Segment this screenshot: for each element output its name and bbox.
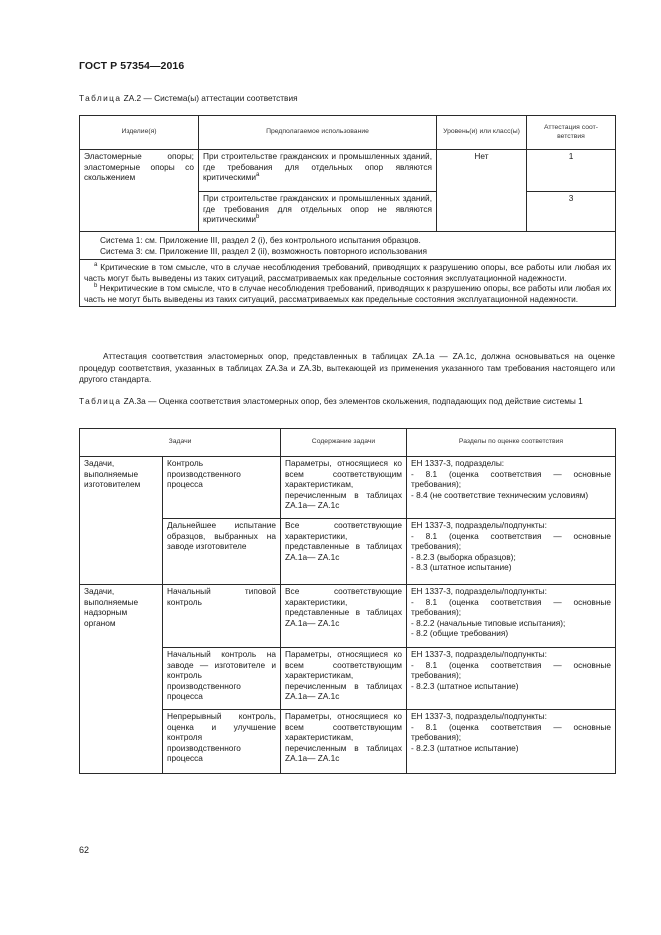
caption-text: ZA.3a — Оценка соответствия эластомерных опор, без элементов скольжения, подпадающих под действие системы 1 bbox=[121, 396, 583, 406]
product-cell: Эластомерные опоры; эластомерные опоры со скольжением bbox=[80, 150, 199, 232]
footnote-a bbox=[84, 262, 611, 283]
footnote-mark: a bbox=[256, 172, 260, 179]
intended-use-cell bbox=[199, 150, 437, 192]
footnote-mark: b bbox=[256, 214, 260, 221]
task-cell: Начальный контроль на заводе — изготовителе и контроль производственного процесса bbox=[163, 648, 281, 710]
section-line: - 8.3 (штатное испытание) bbox=[411, 562, 512, 572]
section-line: - 8.1 (оценка соответствия — основные требования); bbox=[411, 468, 612, 489]
section-line: - 8.2.3 (штатное испытание) bbox=[411, 742, 519, 753]
table-za2 bbox=[79, 115, 616, 307]
sections-cell bbox=[407, 648, 616, 710]
attestation-cell: 1 bbox=[527, 150, 616, 192]
content-cell: Параметры, относящиеся ко всем соответствующим характеристикам, перечисленным в таблицах ZA.1a— ZA.1c bbox=[281, 710, 407, 774]
section-line: - 8.2.2 (начальные типовые испытания); bbox=[411, 617, 566, 628]
footnotes-cell bbox=[80, 260, 616, 307]
sections-cell bbox=[407, 710, 616, 774]
intended-use-cell bbox=[199, 192, 437, 232]
header-cell: Уровень(и) или класс(ы) bbox=[437, 116, 527, 150]
section-line: - 8.4 (не соответствие техническим условиям) bbox=[411, 489, 589, 500]
section-line: ЕН 1337-3, подразделы: bbox=[411, 458, 505, 468]
caption-label: Таблица bbox=[79, 396, 122, 406]
attestation-cell: 3 bbox=[527, 192, 616, 232]
section-line: ЕН 1337-3, подразделы/подпункты: bbox=[411, 649, 547, 659]
content-cell: Параметры, относящиеся ко всем соответствующим характеристикам, перечисленным в таблицах ZA.1a— ZA.1c bbox=[281, 648, 407, 710]
section-line: - 8.2 (общие требования) bbox=[411, 628, 509, 638]
page-number: 62 bbox=[79, 845, 90, 855]
footnote-a-text: Критические в том смысле, что в случае несоблюдения требований, приводящих к разрушению опоры, все работы или любая их часть могут быть выведены из таких ситуаций, рассматриваемых как предельные состояния эксплуатационной надежности. bbox=[84, 262, 611, 283]
task-cell: Дальнейшее испытание образцов, выбранных на заводе изготовителе bbox=[163, 519, 281, 585]
intended-use-text: При строительстве гражданских и промышленных зданий, где требования для отдельных опор не являются критическими bbox=[203, 193, 432, 224]
table-za3a-caption bbox=[79, 396, 615, 407]
system-1-text: Система 1: см. Приложение III, раздел 2 (i), без контрольного испытания образцов. bbox=[100, 235, 421, 245]
header-cell: Задачи bbox=[80, 429, 281, 457]
section-line: - 8.2.3 (выборка образцов); bbox=[411, 551, 516, 562]
sections-cell bbox=[407, 457, 616, 519]
section-line: - 8.1 (оценка соответствия — основные требования); bbox=[411, 596, 612, 617]
header-cell: Предполагаемое использование bbox=[199, 116, 437, 150]
section-line: ЕН 1337-3, подразделы/подпункты: bbox=[411, 586, 547, 596]
section-line: - 8.1 (оценка соответствия — основные требования); bbox=[411, 530, 612, 551]
document-title: ГОСТ Р 57354—2016 bbox=[79, 60, 185, 72]
table-za2-caption bbox=[79, 93, 298, 104]
section-line: - 8.2.3 (штатное испытание) bbox=[411, 680, 519, 691]
level-cell: Нет bbox=[437, 150, 527, 232]
content-cell: Параметры, относящиеся ко всем соответствующим характеристикам, перечисленным в таблицах ZA.1a— ZA.1c bbox=[281, 457, 407, 519]
section-line: - 8.1 (оценка соответствия — основные требования); bbox=[411, 721, 612, 742]
task-cell: Непрерывный контроль, оценка и улучшение контроля производственного процесса bbox=[163, 710, 281, 774]
caption-label: Таблица bbox=[79, 93, 122, 103]
footnote-mark: b bbox=[94, 283, 98, 290]
footnote-b bbox=[84, 283, 611, 304]
section-line: ЕН 1337-3, подразделы/подпункты: bbox=[411, 711, 547, 721]
task-group-cell: Задачи, выполняемые надзорным органом bbox=[80, 585, 163, 774]
section-line: - 8.1 (оценка соответствия — основные требования); bbox=[411, 659, 612, 680]
header-cell: Содержание задачи bbox=[281, 429, 407, 457]
system-3-text: Система 3: см. Приложение III, раздел 2 (ii), возможность повторного использования bbox=[100, 245, 427, 256]
sections-cell bbox=[407, 519, 616, 585]
section-line: ЕН 1337-3, подразделы/подпункты: bbox=[411, 520, 547, 530]
header-cell: Аттестация соот-ветствия bbox=[527, 116, 616, 150]
content-cell: Все соответствующие характеристики, представленные в таблицах ZA.1a— ZA.1c bbox=[281, 585, 407, 648]
intended-use-text: При строительстве гражданских и промышленных зданий, где требования для отдельных опор являются критическими bbox=[203, 151, 432, 182]
caption-text: ZA.2 — Система(ы) аттестации соответствия bbox=[121, 93, 298, 103]
header-cell: Разделы по оценке соответствия bbox=[407, 429, 616, 457]
table-za3a bbox=[79, 428, 616, 774]
footnote-b-text: Некритические в том смысле, что в случае несоблюдения требований, приводящих к разрушению опоры, все работы или любая их часть не могут быть выведены из таких ситуаций, рассматриваемых как предельные состояния эксплуатационной надежности. bbox=[84, 283, 611, 304]
systems-cell bbox=[80, 232, 616, 260]
footnote-mark: a bbox=[94, 262, 98, 269]
task-group-cell: Задачи, выполняемые изготовителем bbox=[80, 457, 163, 585]
header-cell: Изделие(я) bbox=[80, 116, 199, 150]
task-cell: Контроль производственного процесса bbox=[163, 457, 281, 519]
body-paragraph: Аттестация соответствия эластомерных опор, представленных в таблицах ZA.1a — ZA.1c, должна основываться на оценке процедур соответствия, указанных в таблицах ZA.3a и ZA.3b, вытекающей из применения указанного там требования настоящего или другого стандарта. bbox=[79, 351, 615, 384]
content-cell: Все соответствующие характеристики, представленные в таблицах ZA.1a— ZA.1c bbox=[281, 519, 407, 585]
task-cell: Начальный типовой контроль bbox=[163, 585, 281, 648]
sections-cell bbox=[407, 585, 616, 648]
